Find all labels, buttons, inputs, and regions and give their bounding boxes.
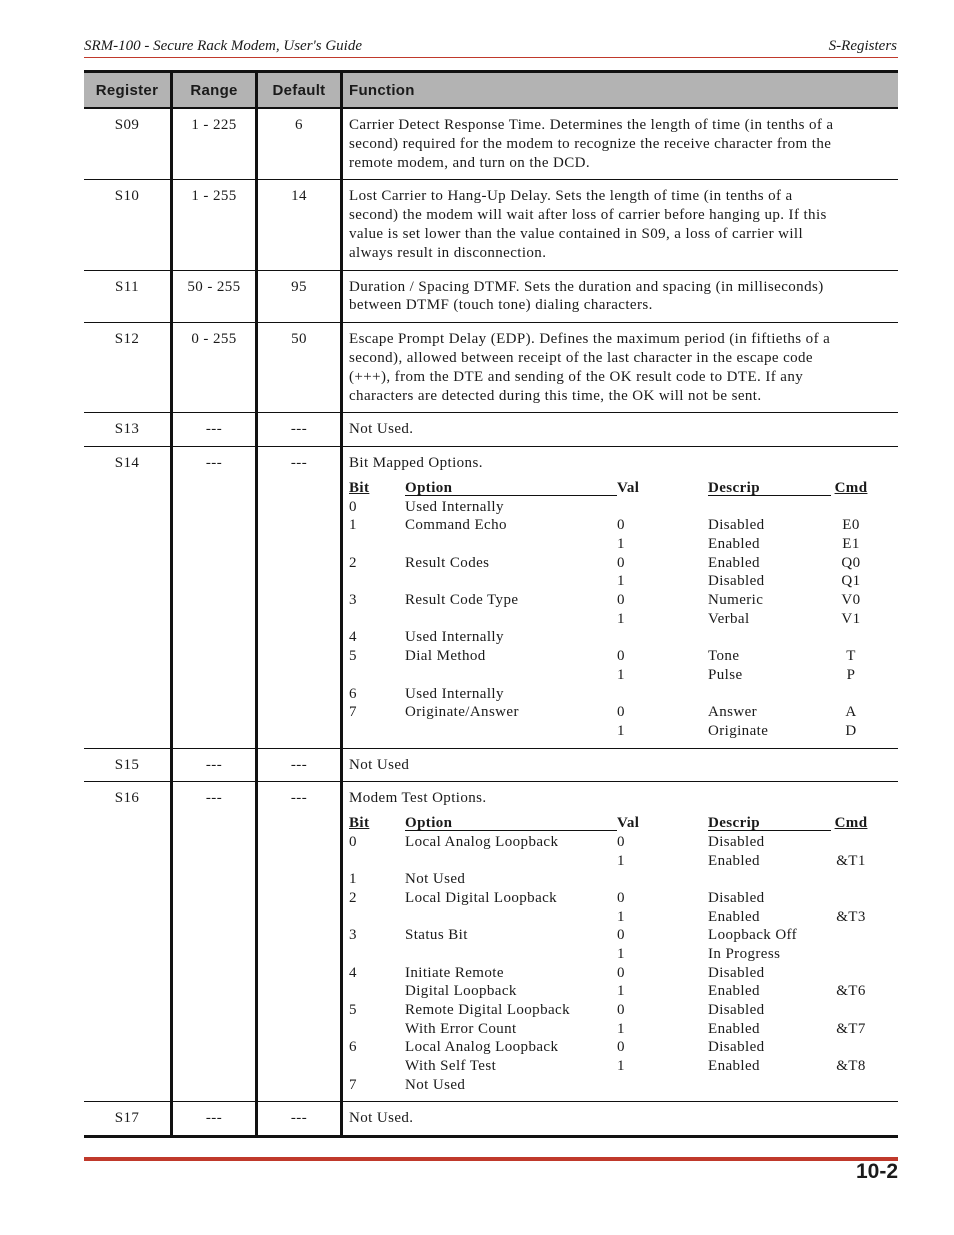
default-cell: --- [258, 1102, 343, 1135]
function-cell [343, 323, 898, 412]
options-cell: With Error Count [405, 1020, 517, 1037]
options-cell: &T3 [836, 908, 866, 925]
options-subtable-row [349, 498, 892, 517]
options-subtable-row [349, 982, 892, 1001]
options-cell: 6 [349, 1039, 357, 1056]
register-cell: S14 [84, 447, 173, 747]
options-cell [349, 535, 405, 554]
options-subtable-row [349, 908, 892, 927]
options-subheader-cell: Descrip [708, 479, 831, 496]
function-cell [343, 413, 898, 446]
options-cell: 0 [617, 1002, 625, 1019]
options-cell: Enabled [708, 908, 760, 925]
options-cell: Loopback Off [708, 927, 798, 944]
options-subtable-row [349, 945, 892, 964]
running-header-section: S-Registers [828, 38, 897, 54]
s-register-table [84, 70, 898, 1138]
options-cell: Disabled [708, 1002, 765, 1019]
options-cell: 3 [349, 592, 357, 609]
function-text-line: Not Used. [349, 421, 414, 438]
options-cell: Used Internally [405, 685, 504, 702]
options-cell: Disabled [708, 964, 765, 981]
options-cell [349, 572, 405, 591]
options-subtable-row [349, 666, 892, 685]
register-cell: S10 [84, 180, 173, 269]
options-cell: 7 [349, 704, 357, 721]
options-cell: Used Internally [405, 629, 504, 646]
options-cell [831, 964, 871, 983]
options-cell: Enabled [708, 536, 760, 553]
function-text-line: Not Used. [349, 1110, 414, 1127]
options-cell [831, 1038, 871, 1057]
page-number: 10-2 [855, 1160, 898, 1183]
options-cell [831, 1076, 871, 1095]
options-cell: Not Used [405, 1076, 466, 1093]
options-cell [831, 833, 871, 852]
register-cell: S11 [84, 271, 173, 323]
options-cell: Not Used [405, 871, 466, 888]
options-cell: 7 [349, 1076, 357, 1093]
function-cell [343, 1102, 898, 1135]
options-subtable-row [349, 535, 892, 554]
function-text-line: Bit Mapped Options. [349, 455, 483, 472]
options-cell: V0 [841, 592, 861, 609]
options-subtable-row [349, 703, 892, 722]
options-cell: Status Bit [405, 927, 468, 944]
options-subtable-row [349, 1038, 892, 1057]
function-text-line: always result in disconnection. [349, 244, 547, 261]
options-subheader-cell: Bit [349, 815, 370, 832]
options-cell: Remote Digital Loopback [405, 1002, 570, 1019]
options-subheader-cell: Bit [349, 479, 370, 496]
function-text-line: Escape Prompt Delay (EDP). Defines the maximum period (in fiftieths of a [349, 331, 831, 348]
options-subtable-row [349, 516, 892, 535]
table-row [84, 109, 898, 180]
range-cell: --- [173, 1102, 258, 1135]
default-cell: --- [258, 447, 343, 747]
options-cell: 0 [617, 927, 625, 944]
options-cell: Pulse [708, 666, 743, 683]
options-cell: 4 [349, 629, 357, 646]
options-subtable-row [349, 572, 892, 591]
range-cell: 1 - 255 [173, 180, 258, 269]
options-cell: 1 [617, 852, 625, 869]
options-cell: Verbal [708, 610, 750, 627]
options-cell: &T6 [836, 983, 866, 1000]
table-header-row [84, 73, 898, 109]
function-text-line: Not Used [349, 756, 410, 773]
options-subheader-cell: Option [405, 479, 617, 496]
range-cell: 50 - 255 [173, 271, 258, 323]
options-subheader-cell: Cmd [834, 479, 868, 496]
options-cell [617, 498, 708, 517]
options-cell: 1 [617, 610, 625, 627]
options-subtable-row [349, 889, 892, 908]
options-cell [617, 628, 708, 647]
function-cell [343, 180, 898, 269]
options-cell [831, 628, 871, 647]
range-cell: 1 - 225 [173, 109, 258, 179]
options-cell: 1 [349, 517, 357, 534]
options-cell [405, 852, 617, 871]
header-rule [84, 57, 898, 58]
options-cell: &T7 [836, 1020, 866, 1037]
options-cell: Q1 [841, 573, 861, 590]
options-cell: Enabled [708, 1058, 760, 1075]
default-cell: 95 [258, 271, 343, 323]
default-cell: --- [258, 413, 343, 446]
options-subtable-row [349, 852, 892, 871]
options-cell: Tone [708, 648, 740, 665]
options-cell [708, 1076, 831, 1095]
options-cell [617, 870, 708, 889]
options-cell: 1 [617, 1058, 625, 1075]
options-subtable-row [349, 591, 892, 610]
options-cell: 1 [617, 722, 625, 739]
options-cell: Dial Method [405, 648, 486, 665]
options-cell: 0 [617, 889, 625, 906]
range-cell: --- [173, 782, 258, 1101]
options-cell [405, 908, 617, 927]
options-cell: 5 [349, 1002, 357, 1019]
options-cell: 0 [617, 833, 625, 850]
options-cell: 1 [617, 945, 625, 962]
options-subtable-row [349, 1057, 892, 1076]
register-cell: S15 [84, 749, 173, 782]
options-cell [349, 852, 405, 871]
table-row [84, 180, 898, 270]
options-cell [617, 1076, 708, 1095]
options-cell [831, 1001, 871, 1020]
function-text-line: second), allowed between receipt of the last character in the escape code [349, 349, 813, 366]
options-subtable-row [349, 833, 892, 852]
function-text-line: between DTMF (touch tone) dialing characters. [349, 297, 653, 314]
options-cell: 6 [349, 685, 357, 702]
options-subtable-row [349, 1020, 892, 1039]
options-cell: 0 [617, 704, 625, 721]
options-subheader-cell: Val [617, 479, 640, 496]
register-cell: S13 [84, 413, 173, 446]
register-cell: S12 [84, 323, 173, 412]
options-cell: V1 [841, 610, 861, 627]
options-cell: D [845, 722, 857, 739]
options-cell: 1 [617, 536, 625, 553]
options-subtable-header [349, 814, 892, 833]
options-cell: 2 [349, 554, 357, 571]
table-row [84, 323, 898, 413]
default-cell: 14 [258, 180, 343, 269]
options-cell: Enabled [708, 852, 760, 869]
options-cell: 2 [349, 889, 357, 906]
options-subtable-row [349, 628, 892, 647]
options-cell [349, 1020, 405, 1039]
options-subheader-cell: Option [405, 814, 617, 831]
options-subheader-cell: Val [617, 815, 640, 832]
options-cell [405, 666, 617, 685]
options-subtable-header [349, 479, 892, 498]
options-cell [831, 889, 871, 908]
options-cell [349, 945, 405, 964]
options-cell: &T8 [836, 1058, 866, 1075]
options-subtable [349, 479, 892, 741]
function-text-line: second) required for the modem to recognize the receive character from the [349, 135, 832, 152]
options-cell: With Self Test [405, 1058, 497, 1075]
options-cell [831, 685, 871, 704]
options-cell [708, 498, 831, 517]
table-row [84, 782, 898, 1102]
options-subtable-row [349, 647, 892, 666]
options-subtable [349, 814, 892, 1094]
table-row [84, 413, 898, 447]
options-cell [708, 628, 831, 647]
options-cell: Enabled [708, 1020, 760, 1037]
range-cell: --- [173, 749, 258, 782]
options-cell [831, 870, 871, 889]
function-text-line: Modem Test Options. [349, 790, 487, 807]
column-header-function: Function [349, 82, 415, 99]
options-cell: Enabled [708, 554, 760, 571]
register-cell: S17 [84, 1102, 173, 1135]
range-cell: --- [173, 447, 258, 747]
function-cell [343, 782, 898, 1101]
options-cell: 1 [617, 573, 625, 590]
function-cell [343, 271, 898, 323]
options-cell [349, 982, 405, 1001]
function-text-line: Lost Carrier to Hang-Up Delay. Sets the length of time (in tenths of a [349, 188, 793, 205]
options-cell: Disabled [708, 1039, 765, 1056]
options-cell [617, 685, 708, 704]
options-cell: 3 [349, 927, 357, 944]
options-subtable-row [349, 964, 892, 983]
options-cell: 1 [617, 666, 625, 683]
options-cell [405, 945, 617, 964]
options-cell: Originate/Answer [405, 704, 519, 721]
options-subtable-row [349, 870, 892, 889]
options-cell: Used Internally [405, 498, 504, 515]
options-cell: 1 [617, 908, 625, 925]
function-text-line: remote modem, and turn on the DCD. [349, 154, 591, 171]
options-cell: Local Analog Loopback [405, 1039, 559, 1056]
options-cell [405, 572, 617, 591]
table-row [84, 447, 898, 748]
options-cell: Local Digital Loopback [405, 889, 558, 906]
footer-rule [84, 1157, 898, 1161]
options-cell: Initiate Remote [405, 964, 504, 981]
options-subheader-cell: Cmd [834, 815, 868, 832]
options-cell: Result Code Type [405, 592, 519, 609]
options-cell: Disabled [708, 517, 765, 534]
options-cell: Disabled [708, 889, 765, 906]
options-cell: 0 [617, 517, 625, 534]
function-cell [343, 749, 898, 782]
options-cell [708, 870, 831, 889]
options-subtable-row [349, 722, 892, 741]
function-text-line: (+++), from the DTE and sending of the OK result code to DTE. If any [349, 368, 804, 385]
options-cell: 0 [617, 1039, 625, 1056]
options-cell: E0 [842, 517, 860, 534]
options-cell: 0 [349, 498, 357, 515]
register-cell: S09 [84, 109, 173, 179]
options-subtable-row [349, 1001, 892, 1020]
options-cell: Enabled [708, 983, 760, 1000]
options-cell: In Progress [708, 945, 781, 962]
options-cell: 1 [617, 1020, 625, 1037]
default-cell: --- [258, 749, 343, 782]
function-text-line: value is set lower than the value contained in S09, a loss of carrier will [349, 225, 804, 242]
table-row [84, 1102, 898, 1135]
options-cell [349, 610, 405, 629]
options-cell [405, 610, 617, 629]
default-cell: 50 [258, 323, 343, 412]
table-row [84, 271, 898, 324]
options-cell: Answer [708, 704, 758, 721]
column-header-register: Register [84, 73, 173, 107]
function-text-line: Carrier Detect Response Time. Determines the length of time (in tenths of a [349, 117, 834, 133]
options-cell: 0 [617, 964, 625, 981]
options-subtable-row [349, 926, 892, 945]
options-cell: 5 [349, 648, 357, 665]
options-cell: Digital Loopback [405, 983, 517, 1000]
options-cell: Disabled [708, 833, 765, 850]
register-cell: S16 [84, 782, 173, 1101]
function-cell [343, 109, 898, 179]
options-cell [831, 945, 871, 964]
options-cell [708, 685, 831, 704]
options-cell: 0 [349, 833, 357, 850]
options-cell [349, 722, 405, 741]
options-cell: 0 [617, 592, 625, 609]
options-cell [831, 498, 871, 517]
options-cell [405, 535, 617, 554]
range-cell: 0 - 255 [173, 323, 258, 412]
column-header-range: Range [173, 73, 258, 107]
function-text-line: characters are detected during this time, the OK will not be sent. [349, 387, 762, 404]
range-cell: --- [173, 413, 258, 446]
options-cell: Q0 [841, 554, 861, 571]
options-subtable-row [349, 685, 892, 704]
options-cell: 0 [617, 648, 625, 665]
options-cell [405, 722, 617, 741]
function-cell [343, 447, 898, 747]
options-cell: Disabled [708, 573, 765, 590]
options-cell: T [846, 648, 856, 665]
options-cell: Local Analog Loopback [405, 833, 559, 850]
options-cell: A [845, 704, 857, 721]
default-cell: --- [258, 782, 343, 1101]
options-cell: Originate [708, 722, 769, 739]
options-cell: 1 [617, 983, 625, 1000]
options-subtable-row [349, 610, 892, 629]
function-text-line: Duration / Spacing DTMF. Sets the duration and spacing (in milliseconds) [349, 278, 824, 295]
options-cell: E1 [842, 536, 860, 553]
options-cell [349, 1057, 405, 1076]
options-cell [349, 666, 405, 685]
default-cell: 6 [258, 109, 343, 179]
options-cell: 0 [617, 554, 625, 571]
options-cell: P [846, 666, 856, 683]
table-row [84, 749, 898, 783]
column-header-default: Default [258, 73, 343, 107]
options-subtable-row [349, 1076, 892, 1095]
options-cell: Command Echo [405, 517, 507, 534]
options-cell: Result Codes [405, 554, 490, 571]
options-subheader-cell: Descrip [708, 814, 831, 831]
running-header-title: SRM-100 - Secure Rack Modem, User's Guide [84, 38, 362, 54]
options-subtable-row [349, 554, 892, 573]
options-cell: 4 [349, 964, 357, 981]
options-cell [349, 908, 405, 927]
function-text-line: second) the modem will wait after loss of carrier before hanging up. If this [349, 207, 827, 224]
options-cell: Numeric [708, 592, 764, 609]
options-cell [831, 926, 871, 945]
options-cell: &T1 [836, 852, 866, 869]
options-cell: 1 [349, 871, 357, 888]
